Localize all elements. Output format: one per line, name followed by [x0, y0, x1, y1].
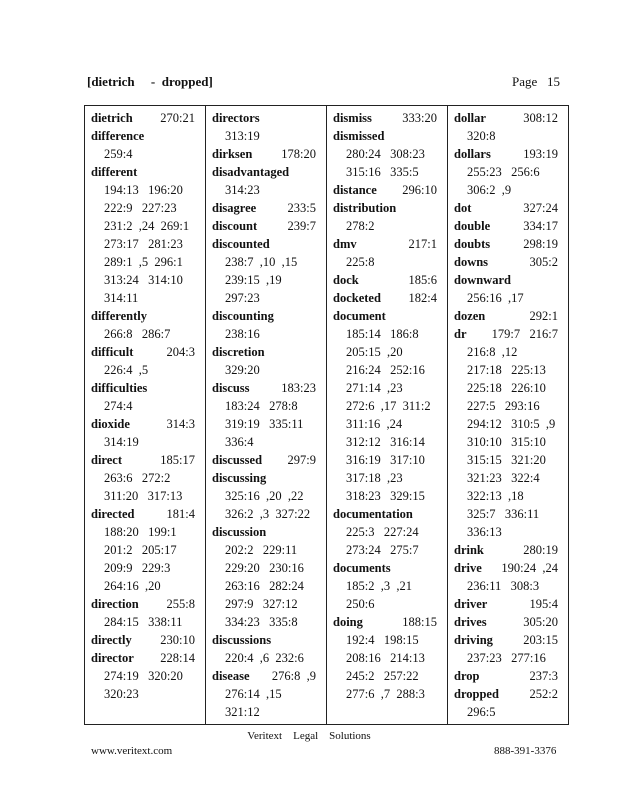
index-reference-line: 284:15 338:11 — [104, 615, 183, 629]
index-reference-line: 255:23 256:6 — [467, 165, 540, 179]
index-term-line — [333, 271, 443, 289]
index-term: driver — [454, 597, 488, 611]
index-reference-line: 318:23 329:15 — [346, 489, 425, 503]
index-term-line — [333, 109, 443, 127]
index-term: difficulties — [91, 381, 148, 395]
index-reference-line: 274:4 — [104, 399, 133, 413]
index-term: direct — [91, 453, 123, 467]
index-reference-line: 313:19 — [225, 129, 260, 143]
index-reference-line: 316:19 317:10 — [346, 453, 425, 467]
index-reference-line: 325:16 ,20 ,22 — [225, 489, 304, 503]
index-term: document — [333, 309, 386, 323]
index-term-line — [212, 109, 322, 127]
index-term-line — [212, 523, 322, 541]
index-term-line — [333, 199, 443, 217]
index-term: disagree — [212, 201, 257, 215]
index-reference-line: 185:14 186:8 — [346, 327, 419, 341]
index-reference-line: 294:12 310:5 ,9 — [467, 417, 556, 431]
index-reference-line: 314:11 — [104, 291, 139, 305]
index-term: distance — [333, 183, 377, 197]
index-term-reference: 233:5 — [287, 201, 316, 215]
index-term: dr — [454, 327, 467, 341]
index-term: dirksen — [212, 147, 253, 161]
index-term-reference: 298:19 — [523, 237, 558, 251]
index-reference-line: 201:2 205:17 — [104, 543, 177, 557]
index-term-line — [454, 685, 564, 703]
index-reference-line: 239:15 ,19 — [225, 273, 282, 287]
index-term-reference: 179:7 216:7 — [491, 327, 558, 341]
index-term: discounted — [212, 237, 270, 251]
index-term-line — [212, 199, 322, 217]
index-reference-line: 315:16 335:5 — [346, 165, 419, 179]
index-term: dollar — [454, 111, 486, 125]
index-reference-line: 225:8 — [346, 255, 375, 269]
index-reference-line: 237:23 277:16 — [467, 651, 546, 665]
index-reference-line: 245:2 257:22 — [346, 669, 419, 683]
index-term-reference: 237:3 — [529, 669, 558, 683]
index-term-line — [212, 163, 322, 181]
index-reference-line: 313:24 314:10 — [104, 273, 183, 287]
index-term-reference: 305:2 — [529, 255, 558, 269]
index-term: drive — [454, 561, 482, 575]
index-reference-line: 306:2 ,9 — [467, 183, 512, 197]
index-term: discuss — [212, 381, 250, 395]
index-reference-line: 263:6 272:2 — [104, 471, 171, 485]
index-term-line — [454, 541, 564, 559]
index-term-reference: 188:15 — [402, 615, 437, 629]
index-reference-line: 217:18 225:13 — [467, 363, 546, 377]
index-term-line — [454, 253, 564, 271]
index-term-reference: 270:21 — [160, 111, 195, 125]
index-reference-line: 325:7 336:11 — [467, 507, 540, 521]
index-reference-line: 336:4 — [225, 435, 254, 449]
index-term-reference: 230:10 — [160, 633, 195, 647]
index-reference-line: 289:1 ,5 296:1 — [104, 255, 183, 269]
index-term: directed — [91, 507, 135, 521]
index-reference-line: 216:24 252:16 — [346, 363, 425, 377]
index-term-line — [91, 343, 201, 361]
index-term-line — [333, 307, 443, 325]
index-reference-line: 266:8 286:7 — [104, 327, 171, 341]
index-reference-line: 319:19 335:11 — [225, 417, 304, 431]
index-term: director — [91, 651, 134, 665]
index-term-line — [212, 631, 322, 649]
index-reference-line: 317:18 ,23 — [346, 471, 403, 485]
index-reference-line: 314:19 — [104, 435, 139, 449]
index-reference-line: 209:9 229:3 — [104, 561, 171, 575]
index-term: dot — [454, 201, 472, 215]
index-term-line — [454, 199, 564, 217]
index-reference-line: 208:16 214:13 — [346, 651, 425, 665]
index-reference-line: 188:20 199:1 — [104, 525, 177, 539]
index-term-line — [454, 667, 564, 685]
index-term: discount — [212, 219, 258, 233]
index-term-reference: 280:19 — [523, 543, 558, 557]
index-column-2 — [206, 106, 327, 724]
index-reference-line: 238:7 ,10 ,15 — [225, 255, 298, 269]
index-term-reference: 217:1 — [408, 237, 437, 251]
index-reference-line: 329:20 — [225, 363, 260, 377]
index-term-reference: 297:9 — [287, 453, 316, 467]
index-reference-line: 310:10 315:10 — [467, 435, 546, 449]
index-term-line — [91, 109, 201, 127]
index-term-line — [212, 343, 322, 361]
index-term: doubts — [454, 237, 491, 251]
index-term: directly — [91, 633, 132, 647]
index-reference-line: 321:23 322:4 — [467, 471, 540, 485]
index-range-header: [dietrich - dropped] — [87, 74, 213, 89]
index-reference-line: 326:2 ,3 327:22 — [225, 507, 311, 521]
index-term: doing — [333, 615, 363, 629]
index-reference-line: 264:16 ,20 — [104, 579, 161, 593]
index-reference-line: 334:23 335:8 — [225, 615, 298, 629]
index-term-line — [212, 451, 322, 469]
index-reference-line: 183:24 278:8 — [225, 399, 298, 413]
index-term-line — [333, 289, 443, 307]
index-term-line — [454, 109, 564, 127]
footer-phone: 888-391-3376 — [494, 745, 557, 757]
index-term-line — [333, 613, 443, 631]
index-term: different — [91, 165, 138, 179]
index-reference-line: 336:13 — [467, 525, 502, 539]
index-term-reference: 195:4 — [529, 597, 558, 611]
index-reference-line: 278:2 — [346, 219, 375, 233]
index-term: dollars — [454, 147, 491, 161]
index-reference-line: 273:17 281:23 — [104, 237, 183, 251]
index-reference-line: 321:12 — [225, 705, 260, 719]
index-term-reference: 255:8 — [166, 597, 195, 611]
index-reference-line: 205:15 ,20 — [346, 345, 403, 359]
index-reference-line: 322:13 ,18 — [467, 489, 524, 503]
index-reference-line: 312:12 316:14 — [346, 435, 425, 449]
index-term-line — [91, 649, 201, 667]
index-term-line — [91, 631, 201, 649]
index-term-line — [212, 307, 322, 325]
index-term: discounting — [212, 309, 274, 323]
index-term: documentation — [333, 507, 413, 521]
index-reference-line: 320:8 — [467, 129, 496, 143]
index-term-reference: 228:14 — [160, 651, 195, 665]
index-term: directors — [212, 111, 260, 125]
index-term: dozen — [454, 309, 486, 323]
index-term-reference: 182:4 — [408, 291, 437, 305]
index-reference-line: 259:4 — [104, 147, 133, 161]
index-reference-line: 256:16 ,17 — [467, 291, 524, 305]
index-reference-line: 280:24 308:23 — [346, 147, 425, 161]
index-term-reference: 276:8 ,9 — [271, 669, 316, 683]
index-reference-line: 271:14 ,23 — [346, 381, 403, 395]
index-term: disadvantaged — [212, 165, 290, 179]
index-term: discussion — [212, 525, 267, 539]
index-term: disease — [212, 669, 250, 683]
index-term-reference: 193:19 — [523, 147, 558, 161]
index-reference-line: 227:5 293:16 — [467, 399, 540, 413]
index-term: distribution — [333, 201, 397, 215]
index-term: discussions — [212, 633, 272, 647]
index-term: discussing — [212, 471, 267, 485]
index-term-line — [91, 505, 201, 523]
index-reference-line: 216:8 ,12 — [467, 345, 518, 359]
index-term-reference: 183:23 — [281, 381, 316, 395]
index-term-line — [212, 469, 322, 487]
index-term-line — [454, 145, 564, 163]
index-reference-line: 314:23 — [225, 183, 260, 197]
index-term-line — [454, 559, 564, 577]
index-reference-line: 238:16 — [225, 327, 260, 341]
index-reference-line: 185:2 ,3 ,21 — [346, 579, 412, 593]
index-term-line — [333, 505, 443, 523]
index-term-line — [454, 325, 564, 343]
index-reference-line: 320:23 — [104, 687, 139, 701]
index-reference-line: 277:6 ,7 288:3 — [346, 687, 425, 701]
index-term-reference: 203:15 — [523, 633, 558, 647]
index-reference-line: 273:24 275:7 — [346, 543, 419, 557]
index-term: dmv — [333, 237, 357, 251]
index-reference-line: 315:15 321:20 — [467, 453, 546, 467]
index-term-reference: 305:20 — [523, 615, 558, 629]
index-term-line — [212, 217, 322, 235]
index-reference-line: 229:20 230:16 — [225, 561, 304, 575]
index-reference-line: 236:11 308:3 — [467, 579, 540, 593]
index-term-line — [454, 631, 564, 649]
footer-website: www.veritext.com — [91, 745, 173, 757]
index-term-reference: 292:1 — [529, 309, 558, 323]
index-term-line — [454, 217, 564, 235]
index-reference-line: 222:9 227:23 — [104, 201, 177, 215]
index-term-reference: 185:17 — [160, 453, 195, 467]
index-term: difficult — [91, 345, 134, 359]
index-term-line — [454, 595, 564, 613]
index-column-1 — [85, 106, 206, 724]
index-term-reference: 178:20 — [281, 147, 316, 161]
index-column-4 — [448, 106, 568, 724]
index-term-line — [333, 559, 443, 577]
index-term-line — [212, 379, 322, 397]
index-term: documents — [333, 561, 391, 575]
index-term: dietrich — [91, 111, 133, 125]
index-term: dismissed — [333, 129, 385, 143]
index-term-line — [212, 145, 322, 163]
index-term-reference: 185:6 — [408, 273, 437, 287]
index-reference-line: 297:23 — [225, 291, 260, 305]
index-term-reference: 308:12 — [523, 111, 558, 125]
index-term-reference: 333:20 — [402, 111, 437, 125]
index-term-line — [91, 379, 201, 397]
index-term-line — [91, 163, 201, 181]
index-reference-line: 296:5 — [467, 705, 496, 719]
index-term-reference: 252:2 — [529, 687, 558, 701]
index-term: dismiss — [333, 111, 372, 125]
index-term: direction — [91, 597, 139, 611]
index-reference-line: 263:16 282:24 — [225, 579, 304, 593]
index-term-line — [333, 181, 443, 199]
index-term-reference: 239:7 — [287, 219, 316, 233]
index-term-line — [333, 235, 443, 253]
index-term-line — [91, 127, 201, 145]
index-term-reference: 327:24 — [523, 201, 558, 215]
index-term-line — [454, 307, 564, 325]
index-reference-line: 250:6 — [346, 597, 375, 611]
index-term: dropped — [454, 687, 499, 701]
index-reference-line: 226:4 ,5 — [104, 363, 149, 377]
index-reference-line: 202:2 229:11 — [225, 543, 298, 557]
index-term: discussed — [212, 453, 263, 467]
index-term-line — [454, 235, 564, 253]
index-term-reference: 190:24 ,24 — [501, 561, 558, 575]
index-term: double — [454, 219, 491, 233]
index-term-line — [454, 271, 564, 289]
index-reference-line: 297:9 327:12 — [225, 597, 298, 611]
index-term-line — [91, 451, 201, 469]
index-term-line — [91, 307, 201, 325]
index-reference-line: 192:4 198:15 — [346, 633, 419, 647]
index-term: docketed — [333, 291, 381, 305]
index-term: drop — [454, 669, 480, 683]
index-term: downward — [454, 273, 511, 287]
footer-company: Veritext Legal Solutions — [247, 730, 371, 742]
index-term-line — [454, 613, 564, 631]
index-term-reference: 296:10 — [402, 183, 437, 197]
index-term: dock — [333, 273, 359, 287]
index-term: discretion — [212, 345, 265, 359]
index-term-line — [212, 235, 322, 253]
index-reference-line: 231:2 ,24 269:1 — [104, 219, 190, 233]
index-term-line — [91, 415, 201, 433]
index-reference-line: 225:3 227:24 — [346, 525, 419, 539]
index-term-reference: 334:17 — [523, 219, 558, 233]
index-reference-line: 194:13 196:20 — [104, 183, 183, 197]
index-term: differently — [91, 309, 148, 323]
index-term-line — [91, 595, 201, 613]
index-term: drink — [454, 543, 484, 557]
index-term-reference: 181:4 — [166, 507, 195, 521]
index-reference-line: 225:18 226:10 — [467, 381, 546, 395]
index-term: dioxide — [91, 417, 130, 431]
index-column-3 — [327, 106, 448, 724]
index-term-reference: 314:3 — [166, 417, 195, 431]
index-reference-line: 272:6 ,17 311:2 — [346, 399, 431, 413]
index-term-line — [212, 667, 322, 685]
index-reference-line: 274:19 320:20 — [104, 669, 183, 683]
page-number: Page 15 — [512, 74, 561, 89]
word-index-grid — [84, 105, 569, 725]
index-reference-line: 311:16 ,24 — [346, 417, 403, 431]
index-term: driving — [454, 633, 493, 647]
index-reference-line: 220:4 ,6 232:6 — [225, 651, 304, 665]
index-term-line — [333, 127, 443, 145]
index-reference-line: 276:14 ,15 — [225, 687, 282, 701]
index-term: difference — [91, 129, 145, 143]
index-term: downs — [454, 255, 489, 269]
index-term-reference: 204:3 — [166, 345, 195, 359]
index-reference-line: 311:20 317:13 — [104, 489, 183, 503]
index-term: drives — [454, 615, 487, 629]
